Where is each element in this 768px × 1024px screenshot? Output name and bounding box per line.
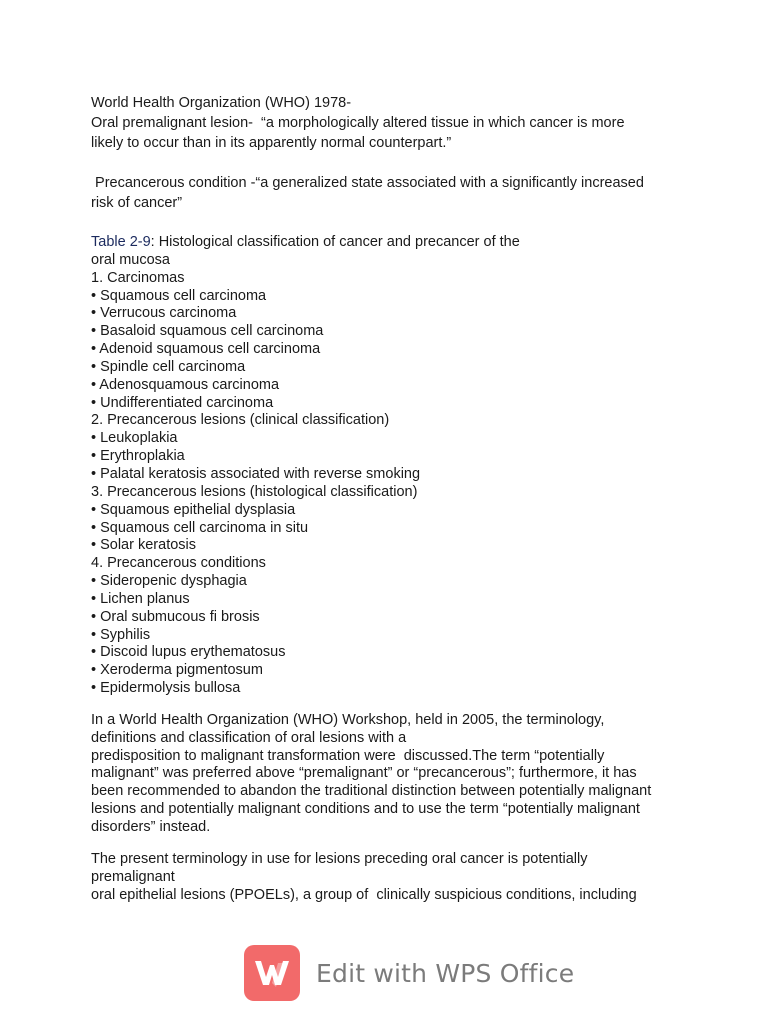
edit-with-wps-label[interactable]: Edit with WPS Office	[316, 958, 575, 988]
table-title-cont: oral mucosa	[91, 251, 170, 268]
table-title	[91, 234, 691, 252]
list-item: • Palatal keratosis associated with reverse smoking	[91, 465, 421, 482]
paragraph-line: oral epithelial lesions (PPOELs), a group of clinically suspicious conditions, including	[91, 886, 637, 903]
paragraph-line: lesions and potentially malignant conditions and to use the term “potentially malignant	[91, 801, 640, 818]
premalignant-lesion-definition-cont: likely to occur than in its apparently normal counterpart.”	[91, 135, 452, 151]
list-item: • Erythroplakia	[91, 448, 185, 465]
section-heading: 1. Carcinomas	[91, 269, 185, 286]
list-item: • Discoid lupus erythematosus	[91, 644, 286, 661]
wps-edit-bar[interactable]	[244, 944, 574, 1002]
list-item: • Solar keratosis	[91, 537, 197, 554]
paragraph-line: disorders” instead.	[91, 819, 211, 835]
classification-table	[91, 234, 691, 698]
list-item: • Sideropenic dysphagia	[91, 573, 247, 590]
list-item: • Basaloid squamous cell carcinoma	[91, 323, 324, 340]
paragraph-line: The present terminology in use for lesions preceding oral cancer is potentially	[91, 850, 588, 867]
paragraph-line: malignant” was preferred above “premalignant” or “precancerous”; furthermore, it has	[91, 765, 637, 782]
list-item: • Epidermolysis bullosa	[91, 680, 241, 697]
section-heading: 2. Precancerous lesions (clinical classification)	[91, 412, 390, 429]
list-item: • Adenosquamous carcinoma	[91, 376, 280, 393]
list-item: • Xeroderma pigmentosum	[91, 662, 263, 679]
paragraph-line: definitions and classification of oral lesions with a	[91, 729, 407, 746]
list-item: • Lichen planus	[91, 590, 190, 607]
section-heading: 4. Precancerous conditions	[91, 555, 266, 572]
list-item: • Spindle cell carcinoma	[91, 358, 246, 375]
paragraph-line: In a World Health Organization (WHO) Workshop, held in 2005, the terminology,	[91, 711, 605, 728]
present-terminology-paragraph	[91, 851, 691, 905]
list-item: • Verrucous carcinoma	[91, 305, 237, 322]
list-item: • Undifferentiated carcinoma	[91, 394, 274, 411]
document-page	[91, 93, 691, 904]
who-2005-paragraph	[91, 712, 691, 837]
list-item: • Adenoid squamous cell carcinoma	[91, 341, 321, 358]
who-1978-heading: World Health Organization (WHO) 1978-	[91, 95, 352, 111]
list-item: • Syphilis	[91, 626, 151, 643]
premalignant-lesion-definition: Oral premalignant lesion- “a morphologically altered tissue in which cancer is more	[91, 115, 625, 131]
precancerous-condition-definition-cont: risk of cancer”	[91, 195, 183, 211]
list-item: • Oral submucous fi brosis	[91, 608, 260, 625]
list-item: • Leukoplakia	[91, 430, 178, 447]
list-item: • Squamous epithelial dysplasia	[91, 501, 296, 518]
precancerous-condition-definition: Precancerous condition -“a generalized state associated with a significantly increased	[91, 175, 644, 191]
paragraph-line: premalignant	[91, 868, 175, 885]
section-heading: 3. Precancerous lesions (histological classification)	[91, 483, 418, 500]
table-label: Table 2-9	[91, 234, 151, 250]
list-item: • Squamous cell carcinoma in situ	[91, 519, 309, 536]
list-item: • Squamous cell carcinoma	[91, 287, 267, 304]
paragraph-line: predisposition to malignant transformation were discussed.The term “potentially	[91, 747, 605, 764]
paragraph-line: been recommended to abandon the traditional distinction between potentially malignant	[91, 783, 652, 800]
table-sections	[91, 270, 691, 698]
wps-logo-icon	[244, 945, 300, 1001]
table-title-text: : Histological classification of cancer and precancer of the	[150, 234, 520, 250]
